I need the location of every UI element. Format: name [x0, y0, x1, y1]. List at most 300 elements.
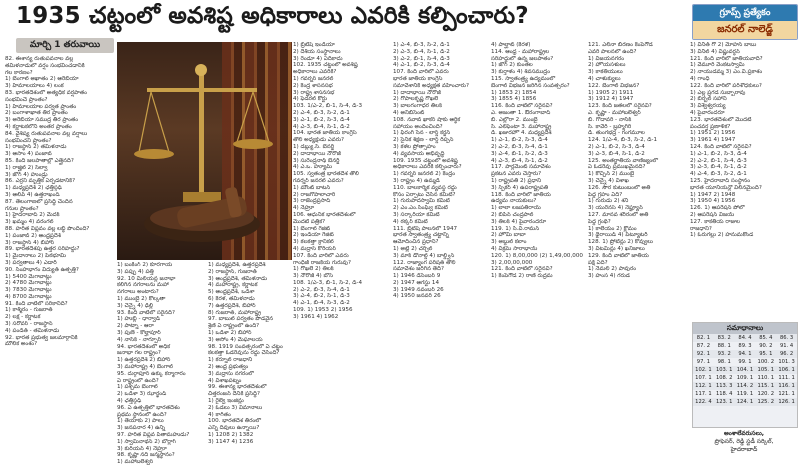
- answer-row: [693, 390, 797, 398]
- question-line: 97. హరిత విప్లవ పితామహుడు?: [117, 431, 190, 438]
- question-line: 2) ఎ-4, బి-3, సి-2, డి-1: [293, 109, 350, 116]
- answer-row: [693, 366, 797, 374]
- question-line: 3) బాలగంగాధర తిలక్: [393, 103, 443, 110]
- question-line: 3) కురియన్ 4) నెహ్రూ: [117, 445, 167, 452]
- credit-line-2: ప్రొఫెసర్, రెడ్డి స్టడీ సర్కిల్,: [714, 438, 774, 445]
- question-line: 2) దాదాభాయి నౌరోజీ: [293, 150, 341, 157]
- question-line: 1) బంకింగ్ 2) కూరగాయ: [117, 262, 173, 268]
- question-line: 2) ఎ-1, బి-2, సి-3, డి-4: [588, 143, 645, 150]
- question-line: 6) కేరళ, తమిళనాడు: [208, 295, 255, 302]
- question-line: 98. 1919 సంవత్సరంలో ఏ చట్టం: [208, 343, 283, 350]
- question-line: 121. కింది వాటిలో సరైనవి?: [491, 266, 553, 273]
- question-line: 1) 1853 2) 1854: [491, 89, 537, 96]
- question-line: 3) 2,00,00,000: [491, 259, 533, 266]
- question-line: 1) హిమాలయాల పర్వత ప్రాంతం: [5, 103, 77, 110]
- question-line: 8) గుజరాత్, మహారాష్ట్ర: [208, 309, 261, 316]
- question-line: 85. కింది జలపాతాల్లో ఎత్తైనది?: [5, 157, 74, 164]
- question-line: 114. ఆంధ్ర - మహారాష్ట్రల: [491, 48, 550, 55]
- question-line: 104. భారత జాతీయ కాంగ్రెస్: [293, 130, 357, 137]
- question-line: 127. మానవ శరీరంలో అతి: [588, 211, 649, 218]
- question-line: 1) బ్రిటిష్ ఇండియా: [293, 42, 335, 48]
- question-line: 86. ఎర్రని మృత్తిక ఏర్పడటానికి?: [5, 178, 76, 185]
- question-line: 2) హోయసళులు: [588, 62, 626, 69]
- question-line: 4) వ్యవసాయ అభివృద్ధి: [393, 150, 445, 157]
- question-line: సమావేశం జరిగిన తేదీ?: [393, 266, 444, 273]
- column-8: [690, 42, 798, 322]
- question-line: 3) అబ్దుల్ కలాం: [491, 239, 527, 246]
- question-line: 1) మైదానాలు 2) పీఠభూమి: [5, 253, 67, 260]
- question-line: 122. కింది వారిలో పరిశోధకులు?: [690, 82, 762, 89]
- answer-cell: 110. 1: [757, 375, 775, 381]
- question-line: 108. 1/ఎ-3, బి-1, సి-2, డి-4: [293, 279, 363, 286]
- question-line: 2) సైనిక శిక్షణ - లార్డ్ రిప్పన్: [393, 137, 454, 144]
- question-line: 1) కాశ్మీరం - గుజరాత్: [5, 307, 53, 314]
- question-line: 1) ఎ-1, బి-2, సి-3, డి-4: [491, 137, 548, 144]
- question-line: 120. 1) 8,00,000 (2) 1,49,00,000: [491, 252, 583, 259]
- question-line: 4) నెహ్రూ: [293, 205, 315, 212]
- answer-cell: 109. 1: [736, 375, 754, 381]
- question-line: 3) పప్పు 4) పత్తి: [117, 268, 154, 275]
- question-line: 1) 1905 2) 1911: [588, 89, 634, 96]
- question-line: ఎన్ని దీవులు ఉన్నాయి?: [208, 425, 260, 432]
- question-line: 110. బాలకార్మిక వ్యవస్థ రద్దు: [393, 184, 457, 191]
- question-line: 3) 1147 4) 1236: [208, 438, 254, 445]
- question-line: 3) సురేంద్రనాథ్ బెనర్జీ: [293, 157, 340, 164]
- question-line: 3) మహారాష్ట్ర 4) బెంగాల్: [117, 363, 173, 370]
- answer-table: [693, 334, 797, 406]
- question-line: 93. కింది వాటిలో సరైనది?: [117, 309, 175, 316]
- question-line: 4) అనీబిసెంట్: [393, 109, 425, 116]
- question-line: 1) పశ్చిమ బెంగాల్: [117, 384, 158, 391]
- question-line: 1) గురుడు 2) శని: [588, 198, 629, 205]
- question-line: 92. 10 మిలియన్ల జనాభా: [117, 275, 176, 282]
- question-line: 3) విటమిన్లు 4) ఖనిజాలు: [588, 245, 645, 252]
- question-line: 100. భారతదేశ తీరంలో: [208, 418, 261, 425]
- question-line: ప్రథమ స్థానంలో ఉంది?: [117, 411, 167, 418]
- question-line: 1) ఎల్ల ప్రగడ సుబ్బారావు: [690, 89, 746, 96]
- question-line: 3) కళల ప్రోత్సాహం: [393, 143, 436, 150]
- question-line: 125. హైదరాబాద్ సంస్థానం: [690, 177, 751, 184]
- question-line: మొదటి పత్రిక?: [293, 218, 326, 225]
- question-line: కలకత్తా ఓడరేవును రద్దు చేసింది?: [208, 350, 280, 357]
- question-line: 2) నాయుడమ్మ 3) ఎం.వి.ప్రకాశం: [690, 69, 763, 76]
- question-line: 122. బెంగాల్ విభజన?: [588, 82, 640, 89]
- question-line: శ్రేణి ఏ రాష్ట్రంలో ఉంది?: [208, 323, 260, 330]
- question-line: 106. ఆధునిక భారతదేశంలో: [293, 211, 356, 218]
- question-line: చిత్తరంజన్ దేనికి ప్రసిద్ధి?: [208, 391, 260, 398]
- question-line: 109. 1935 చట్టంలో అవశిష్ట: [393, 157, 458, 164]
- question-line: 1) కెంపెగౌడ 2) రాణి రుద్రమ: [491, 273, 553, 280]
- question-line: 3) థైరాయిడ్ 4) పిట్యూటరీ: [588, 232, 648, 239]
- question-line: 1) గురుపాదస్వామి కమిటీ: [393, 198, 450, 205]
- question-line: 1) గవర్నర్ జనరల్: [293, 75, 334, 82]
- question-line: 88. హరిత విప్లవం వల్ల లబ్ధి పొందింది?: [5, 225, 90, 232]
- question-line: 121. ఎలీనా బిరణం కెంపెగౌడ: [588, 42, 653, 48]
- question-line: 1) అట్లీ 2) చర్చిల్: [393, 245, 433, 252]
- question-line: 1) గోఖలే 2) తిలక్: [293, 266, 334, 273]
- question-line: 4) విశాఖపట్నం: [208, 377, 242, 384]
- credit-line-3: హైదరాబాద్: [730, 446, 758, 453]
- question-line: 119. 1) సి.వి.రామన్: [491, 225, 540, 232]
- question-line: భారత స్వాతంత్ర్య చట్టాన్ని: [393, 232, 449, 239]
- question-line: 3) ఆంధ్రప్రదేశ్, తమిళనాడు: [208, 275, 268, 282]
- question-line: 1) కొచ్చిన్ 2) ముంబై: [588, 171, 635, 178]
- question-line: 112. రాజ్యాంగ పరిషత్ తొలి: [393, 259, 456, 266]
- answer-cell: 119. 1: [736, 391, 754, 397]
- question-line: 126. 1) ఆపరేషన్ పోలో: [690, 205, 745, 212]
- question-line: సరిహద్దులో ఉన్న జలపాతం?: [491, 55, 554, 62]
- question-line: 1) ఒడిశా 2) బిహార్: [208, 329, 252, 336]
- question-line: 3) ఎ-4, బి-2, సి-1, డి-3: [293, 293, 350, 300]
- answer-cell: 104. 1: [735, 366, 756, 374]
- question-line: 1) మధ్యప్రదేశ్, ఉత్తరప్రదేశ్: [208, 262, 266, 268]
- answer-row: [693, 350, 797, 358]
- answer-cell: 99. 1: [738, 359, 752, 365]
- question-line: 3) 7830 మెగావాట్లు: [5, 287, 52, 294]
- question-line: 1) ఓరుగల్లు 2) హనుమకొండ: [690, 232, 754, 239]
- question-line: 2) బిపిన్ చంద్రపాల్: [491, 211, 534, 218]
- question-line: 2) ఎం.ఎం.సింఘ్వీ కమిటీ: [393, 205, 448, 212]
- question-line: 115. స్వాతంత్ర్య ఉద్యమంలో: [491, 75, 556, 82]
- question-line: 125. అంతర్జాతీయ వాణిజ్యంలో: [588, 157, 658, 164]
- question-line: 4) పాల్ఘాట్ (కేరళ): [491, 42, 531, 48]
- question-line: 1) విజయనగరం: [588, 55, 625, 62]
- question-line: 3) ఎ-2, బి-1, సి-4, డి-3: [393, 55, 450, 62]
- question-line: 3) రెండూ 4) ఏదీకాదు: [293, 55, 343, 62]
- question-line: 3) మాక్ డొనాల్డ్ 4) బాల్డ్విన్: [393, 252, 455, 259]
- question-line: 1) పంజాబ్ 2) ఆంధ్రప్రదేశ్: [5, 232, 61, 239]
- question-line: పక్షి ఏది?: [588, 259, 608, 266]
- question-line: 1) జోగ్ 2) కుంతల: [491, 62, 533, 69]
- question-line: తొలి అధ్యక్షుడు ఎవరు?: [293, 137, 344, 144]
- answer-cell: 90. 2: [759, 343, 773, 349]
- answer-cell: 125. 2: [755, 398, 776, 406]
- question-line: 124. కింది వాటిలో సరైనవి?: [690, 143, 752, 150]
- question-line: 92. భారత ప్రభుత్వ జలమార్గానికి: [5, 334, 78, 341]
- question-line: 1) రాష్ట్రపతి 2) ప్రధాని: [491, 177, 542, 184]
- column-7: [588, 42, 688, 468]
- section-badge: [692, 4, 798, 40]
- question-line: 4) ఎ.ఒ. హ్యూమ్: [293, 164, 333, 171]
- column-6: [491, 42, 587, 468]
- question-line: 97. బాబుల్ పర్వతం పొడవైన: [208, 316, 274, 323]
- question-line: 108. నవాబ్ ఖాకర్ షాకు ఆర్థిక: [393, 116, 461, 123]
- question-line: పెద్ద గ్రహం ఏది?: [588, 191, 623, 198]
- question-line: 1) దాదాభాయి నౌరోజీ: [393, 89, 441, 96]
- answer-cell: 107. 1: [695, 375, 712, 381]
- answer-cell: 120. 2: [757, 391, 775, 397]
- question-line: 1) కర్నూల్ రాజధాని: [208, 357, 253, 364]
- question-line: 3) రాష్ట్రం 4) ఉమ్మడి: [393, 177, 440, 184]
- question-line: 3) ఖమ్మం 4) వరంగల్: [5, 219, 54, 226]
- question-line: 3) కుర్తాళం 4) శివసముద్రం: [491, 69, 551, 76]
- question-line: 3) 1961 4) 1947: [690, 137, 736, 144]
- answer-cell: 91. 4: [779, 343, 794, 349]
- answer-cell: 118. 4: [715, 391, 733, 397]
- question-line: కలిగిన నగరాలను మహా: [117, 282, 169, 289]
- question-line: 1) 1947 2) 1948: [690, 191, 736, 198]
- question-line: 3) అసోం 4) మేఘాలయ: [208, 336, 263, 343]
- question-line: అధికారాలు ఎవరికి కల్పించారు?: [393, 164, 462, 171]
- answer-key: [692, 322, 798, 428]
- question-line: 1) రాజ్హిల్ 2) సిల్వా: [5, 164, 48, 171]
- question-line: 2) ఎ-3, బి-4, సి-1, డి-2: [393, 48, 450, 55]
- question-line: 3) ఎ-4, బి-1, సి-2, డి-3: [491, 150, 548, 157]
- question-line: 2) 1947 ఆగస్టు 14: [393, 279, 440, 286]
- column-3: [208, 262, 292, 468]
- question-line: 128. 1) ప్రోటీన్లు 2) కొవ్వులు: [588, 239, 653, 246]
- question-line: 1) డబ్ల్యు.సి. బెనర్జీ: [293, 143, 335, 150]
- question-line: 3) హిమాలయాలు 4) లంక: [5, 83, 64, 90]
- answer-row: [693, 382, 797, 390]
- question-line: 3) విశ్వేశ్వరయ్య: [690, 103, 726, 110]
- answer-cell: 89. 3: [738, 343, 752, 349]
- question-line: 3) 1961 4) 1962: [293, 313, 339, 320]
- question-line: 89. భారతదేశపు ఉత్తర సరిహద్దు?: [5, 246, 80, 253]
- question-line: 1) వేమూరి వెంకటస్వామి: [690, 62, 745, 69]
- answer-cell: 97. 1: [696, 359, 710, 365]
- answer-row: [693, 334, 797, 342]
- answer-cell: 121. 1: [778, 391, 795, 397]
- question-line: 4) చాళుక్యులు: [588, 75, 621, 82]
- question-line: 3) కాకతీయులు: [588, 69, 623, 76]
- question-line: 1) ఉత్తరప్రదేశ్ 2) బిహార్: [117, 357, 171, 364]
- question-line: 111. బ్రిటిష్ పాలనలో 1947: [393, 225, 458, 232]
- question-line: 3) రాష్ట్ర శాసనసభ: [293, 89, 335, 96]
- question-line: 3) 1950 4) 1956: [690, 198, 736, 205]
- question-line: 94. భారతదేశంలో అధిక: [117, 343, 171, 350]
- answer-cell: 122. 4: [693, 398, 714, 406]
- answer-cell: 84. 4: [735, 334, 756, 342]
- question-line: జనాభా గల రాష్ట్రం?: [117, 350, 161, 357]
- question-line: 3) నౌరోజీ 4) బోస్: [293, 273, 334, 280]
- question-line: భారత యూనియన్లో విలీనమైంది?: [690, 184, 762, 191]
- question-line: పంచవర్ష ప్రణాళిక?: [690, 123, 731, 130]
- answer-row: [693, 374, 797, 382]
- question-line: 3) హంస 4) గరుడ: [588, 273, 630, 280]
- question-line: గాంధీజీ రాజకీయ గురువు?: [293, 259, 351, 266]
- answer-cell: 101. 3: [778, 359, 795, 365]
- question-line: 96. ఏ ఉత్పత్తిలో భారతదేశం: [117, 404, 180, 411]
- question-line: 4) మద్రాస్ కొరియర్: [293, 245, 336, 252]
- question-line: 1) గవర్నర్ జనరల్ 2) కేంద్రం: [393, 171, 456, 178]
- question-line: 3) ఎ-1, బి-2, సి-3, డి-4: [293, 116, 350, 123]
- question-line: 2) కేంద్ర శాసనసభ: [293, 82, 333, 89]
- question-line: బి. గోదావరి - నాసిక్: [588, 116, 632, 123]
- question-line: 1) మహాబలేశ్వర్: [117, 459, 154, 466]
- question-line: 1) ఫిరంగి సేన - లార్డ్ కర్జన్: [393, 130, 451, 137]
- badge-category: గ్రూప్స్ ప్రత్యేకం: [693, 5, 797, 21]
- question-line: 2) లక్ష - కర్ణాటక: [5, 314, 41, 321]
- question-line: 1) మౌంట్ బాటన్: [293, 184, 331, 191]
- question-line: బి. ఎల్లోరా 2. ముంబై: [491, 116, 538, 123]
- question-line: 2) బంగాళాఖాత తీర ప్రాంతం: [5, 110, 68, 117]
- question-line: ఏ ఓడరేవు ప్రముఖమైనది?: [588, 164, 646, 171]
- question-line: 2) ఓడలు 3) విమానాలు: [208, 404, 263, 411]
- answer-cell: 111. 1: [778, 375, 795, 381]
- question-line: 3) రాజేంద్రప్రసాద్: [293, 198, 331, 205]
- question-line: సంభవించే ప్రాంతం?: [5, 96, 48, 103]
- question-line: 117. పార్లమెంట్ సమావేశం: [491, 164, 551, 171]
- question-line: 2) ఒడిశా 3) ఝార్ఖండ్: [117, 391, 167, 398]
- answer-cell: 98. 1: [717, 359, 731, 365]
- question-line: 4) ఫెడరల్ కోర్టు: [293, 96, 328, 103]
- question-line: 1) నెమలి 2) పావురం: [588, 266, 637, 273]
- author-credit: [692, 430, 796, 468]
- question-line: సి. కావేరి - బ్రహ్మగిరి: [588, 123, 632, 130]
- question-line: రాజధాని?: [690, 225, 712, 232]
- question-line: 1) రాజస్థాన్ 2) తమిళనాడు: [5, 144, 67, 151]
- answer-cell: 86. 3: [776, 334, 797, 342]
- question-line: 2) ఆపరేషన్ విజయ్: [690, 211, 735, 218]
- question-line: 2) గోపాలకృష్ణ గోఖలే: [393, 96, 439, 103]
- answer-cell: 93. 2: [714, 350, 735, 358]
- question-line: గల కారణం?: [5, 69, 33, 76]
- question-line: 3) మద్రాసు నగరంలో: [208, 370, 254, 377]
- question-line: 4) నాసిక్ - నాగ్పూర్: [117, 336, 162, 343]
- question-line: 90. సింహభాగం విద్యుత్ ఉత్పత్తి?: [5, 266, 79, 273]
- answer-row: [693, 398, 797, 406]
- question-line: 2) రాజగోపాలాచారి: [293, 191, 336, 198]
- answer-cell: 83. 2: [714, 334, 735, 342]
- question-line: 3) జనపనార 4) ఉన్ని: [117, 425, 166, 432]
- page-title: 1935 చట్టంలో అవశిష్ట అధికారాలు ఎవరికి కల్పించారు?: [16, 3, 529, 29]
- question-line: ప్రకటన ఎవరు చేస్తారు?: [491, 171, 542, 178]
- question-line: 1) ఎ-1, బి-2, సి-3, డి-4: [690, 150, 747, 157]
- question-line: 1) రైల్వే ఇంజిన్లు: [208, 397, 244, 404]
- answer-row: [693, 342, 797, 350]
- question-line: 3) పర్వతాలు 4) ఎడారి: [5, 259, 57, 266]
- question-line: 3) వినీల్ 4) విష్ణువర్ధన్: [690, 48, 740, 55]
- question-line: 4) ఎ-3, బి-4, సి-1, డి-2: [293, 123, 350, 130]
- question-line: ఆమోదించిన ప్రధాని?: [393, 239, 439, 246]
- question-line: 3) జోగ్ 4) హుండ్రు: [5, 171, 48, 178]
- question-line: సమావేశానికి అధ్యక్షత వహించారు?: [393, 82, 469, 89]
- question-line: 1) 5400 మెగావాట్లు: [5, 273, 52, 280]
- question-line: తమిళనాడులో వర్షం సంభవించడానికి: [5, 62, 85, 69]
- question-line: 2) 4780 మెగావాట్లు: [5, 280, 52, 287]
- question-line: 2) ఎ-2, బి-3, సి-4, డి-1: [293, 286, 350, 293]
- question-line: 124. 1/ఎ-4, బి-3, సి-2, డి-1: [588, 137, 658, 144]
- question-line: 2) రాజస్థాన్, గుజరాత్: [208, 268, 257, 275]
- answer-cell: 95. 1: [755, 350, 776, 358]
- question-line: భారత జాతీయ కాంగ్రెస్: [393, 75, 443, 82]
- question-line: 1) బెంగాల్ గెజిట్: [293, 225, 331, 232]
- answer-cell: 124. 1: [735, 398, 756, 406]
- question-line: 4) గాంధీ: [690, 75, 710, 82]
- column-5: [393, 42, 489, 468]
- question-line: 3) స్పీకర్ 4) ఉపరాష్ట్రపతి: [491, 184, 549, 191]
- question-line: 123. భారతదేశంలో మొదటి: [690, 116, 752, 123]
- question-line: 1) 1951 2) 1956: [690, 130, 736, 137]
- question-line: కోసం ఏర్పాటు చేసిన కమిటీ?: [393, 191, 456, 198]
- question-line: మౌలిక అంశం?: [5, 341, 38, 348]
- answer-cell: 126. 1: [776, 398, 797, 406]
- question-line: 1) కాలేయం 2) క్లోమం: [588, 225, 637, 232]
- answer-cell: 106. 1: [776, 366, 797, 374]
- question-line: డి. ఖజురహో 4. మధ్యప్రదేశ్: [491, 130, 552, 137]
- question-line: ఏ రాష్ట్రంలో ఉంది?: [117, 377, 159, 384]
- answer-cell: 88. 1: [717, 343, 731, 349]
- question-line: గవర్నర్ జనరల్ ఎవరు?: [293, 177, 344, 184]
- answer-cell: 114. 2: [735, 382, 756, 390]
- question-line: 1) తేయాకు 2) పాలు: [117, 418, 164, 425]
- answer-cell: 92. 1: [693, 350, 714, 358]
- question-line: 103. 1/ఎ-2, బి-1, సి-4, డి-3: [293, 103, 363, 110]
- justice-scales-image: [117, 42, 292, 260]
- question-line: 3) ఆలివ్ 4) ఉత్తరాఖండ్: [5, 191, 60, 198]
- question-line: 123. కింది జతలలో సరైనవి?: [588, 103, 652, 110]
- question-line: 7) ఉత్తరప్రదేశ్, బిహార్: [208, 302, 256, 309]
- question-line: ఎ. అజంతా 1. ఔరంగాబాద్: [491, 109, 551, 116]
- question-line: 1) బెంగాల్ అఖాతం 2) ఆరేబియా: [5, 76, 79, 83]
- question-line: పెద్ద గ్రంథి?: [588, 218, 611, 225]
- column-2: [117, 262, 207, 468]
- question-line: బెంగాల్ విభజన జరిగిన సంవత్సరం?: [491, 82, 570, 89]
- answer-cell: 123. 1: [714, 398, 735, 406]
- answer-cell: 103. 1: [714, 366, 735, 374]
- answer-cell: 100. 2: [757, 359, 775, 365]
- question-line: 84. వైశిష్య రుతుపవనాల వల్ల వర్షాలు: [5, 130, 88, 137]
- answer-row: [693, 358, 797, 366]
- question-line: 3) సర్కారియా కమిటీ: [393, 211, 440, 218]
- question-line: 109. 1) 1953 2) 1956: [293, 307, 353, 314]
- question-line: 118. కింది వారిలో జాతీయ: [491, 191, 551, 198]
- question-line: 1) ముంబై 2) కోల్కతా: [117, 295, 166, 302]
- question-line: 3) 1855 4) 1856: [491, 96, 537, 103]
- question-line: 99. ఈశాన్య భారతదేశంలో: [208, 384, 267, 391]
- answer-cell: 112. 1: [693, 382, 714, 390]
- question-line: 3) తిలక్ 4) పైవారందరూ: [491, 218, 547, 225]
- question-line: 4) 1950 జనవరి 26: [393, 293, 441, 300]
- answer-key-title: సమాధానాలు: [693, 323, 797, 334]
- question-line: ఎ. కృష్ణా - మహాబలేశ్వర్: [588, 109, 641, 116]
- column-1: [5, 56, 113, 468]
- answer-cell: 115. 1: [755, 382, 776, 390]
- question-line: 1) హైదరాబాద్ 2) మెదక్: [5, 212, 60, 219]
- question-line: 3) కలకత్తా క్రానికల్: [293, 239, 334, 246]
- question-line: 4) ఎ-4, బి-3, సి-2, డి-1: [690, 171, 747, 178]
- question-line: 1) వినీత్ గో 2) మోహన్ బాబు: [690, 42, 757, 48]
- question-line: 4) ఎ-1, బి-4, సి-3, డి-2: [293, 300, 350, 307]
- question-line: సంభవించని ప్రాంతం?: [5, 137, 52, 144]
- badge-subject: జనరల్ నాలెడ్జ్: [693, 21, 797, 39]
- question-line: 3) సరోవర్ - రాజస్థాన్: [5, 321, 53, 328]
- question-line: 3) ఎ-3, బి-4, సి-1, డి-2: [690, 164, 747, 171]
- question-line: 2) ఎ-2, బి-1, సి-4, డి-3: [690, 157, 747, 164]
- question-line: 1) లాలా లజపతిరాయ్: [491, 205, 541, 212]
- question-line: 87. తెలంగాణలో ప్రసిద్ధి చెందిన: [5, 198, 73, 205]
- question-line: 82. ఈశాన్య రుతుపవనాల వల్ల: [5, 56, 74, 62]
- answer-cell: 102. 1: [693, 366, 714, 374]
- answer-cell: 105. 1: [755, 366, 776, 374]
- question-line: 4) ఎ-1, బి-2, సి-3, డి-4: [393, 62, 450, 69]
- answer-cell: 94. 1: [735, 350, 756, 358]
- question-line: 107. కింది వారిలో ఎవరు: [393, 69, 449, 76]
- question-line: 3) అరేబియా సముద్ర తీర ప్రాంతం: [5, 117, 79, 124]
- question-line: 1) ఎ-4, బి-3, సి-2, డి-1: [393, 42, 450, 48]
- question-line: 3) రాజస్థాన్ 4) బిహార్: [5, 239, 55, 246]
- credit-line-1: అంశాలేవరుసలు,: [723, 430, 765, 437]
- question-line: 83. భారతదేశంలో అత్యధిక వర్షపాతం: [5, 89, 87, 96]
- question-line: గనుల ప్రాంతం?: [5, 205, 39, 212]
- question-line: 105. స్వతంత్ర భారతదేశ తొలి: [293, 171, 359, 178]
- answer-cell: 116. 1: [776, 382, 797, 390]
- question-line: 4) ఠక్కర్ కమిటీ: [393, 218, 428, 225]
- question-line: 4) ఛత్తీస్గఢ్: [117, 397, 142, 404]
- question-line: 2) ఇండియా గెజిట్: [293, 232, 334, 239]
- question-line: డి. తుంగభద్ర - గంగమూల: [588, 130, 645, 137]
